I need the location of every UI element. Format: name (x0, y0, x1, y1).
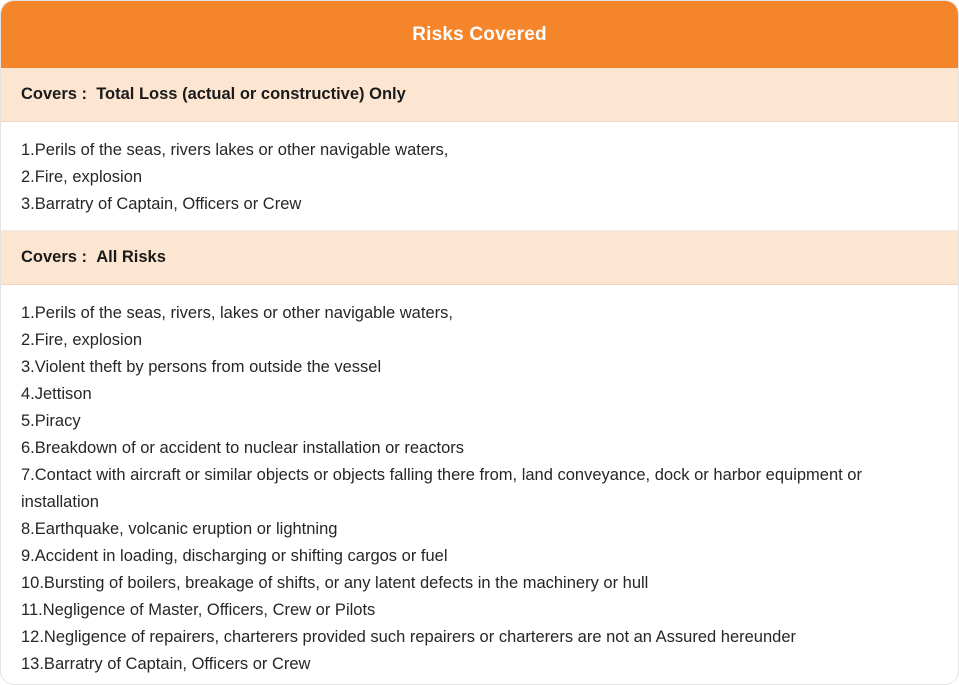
section-title-all-risks (1, 231, 958, 285)
section-heading: Total Loss (actual or constructive) Only (96, 85, 406, 103)
list-item: 5.Piracy (21, 412, 81, 430)
list-item: 8.Earthquake, volcanic eruption or lightning (21, 520, 338, 538)
list-item: 13.Barratry of Captain, Officers or Crew (21, 655, 311, 673)
section-title-total-loss (1, 68, 958, 122)
section-label: Covers : (21, 85, 88, 103)
list-item: 3.Barratry of Captain, Officers or Crew (21, 195, 302, 213)
list-item: 10.Bursting of boilers, breakage of shifts, or any latent defects in the machinery or hull (21, 574, 649, 592)
list-item: 2.Fire, explosion (21, 331, 143, 349)
card-header (1, 1, 958, 68)
risk-list-total-loss (21, 137, 938, 218)
list-item: 7.Contact with aircraft or similar objects or objects falling there from, land conveyance, dock or harbor equipment or installation (21, 466, 862, 511)
list-item: 3.Violent theft by persons from outside the vessel (21, 358, 382, 376)
list-item: 11.Negligence of Master, Officers, Crew or Pilots (21, 601, 376, 619)
card-title: Risks Covered (412, 23, 547, 45)
risk-list-all-risks (21, 300, 938, 678)
list-item: 9.Accident in loading, discharging or shifting cargos or fuel (21, 547, 448, 565)
list-item: 2.Fire, explosion (21, 168, 143, 186)
list-item: 1.Perils of the seas, rivers, lakes or other navigable waters, (21, 304, 453, 322)
section-heading: All Risks (96, 248, 166, 266)
list-item: 6.Breakdown of or accident to nuclear installation or reactors (21, 439, 464, 457)
list-item: 12.Negligence of repairers, charterers provided such repairers or charterers are not an Assured hereunder (21, 628, 796, 646)
section-label: Covers : (21, 248, 88, 266)
section-body-total-loss (1, 122, 958, 231)
section-body-all-risks (1, 285, 958, 685)
list-item: 1.Perils of the seas, rivers lakes or other navigable waters, (21, 141, 449, 159)
list-item: 4.Jettison (21, 385, 92, 403)
